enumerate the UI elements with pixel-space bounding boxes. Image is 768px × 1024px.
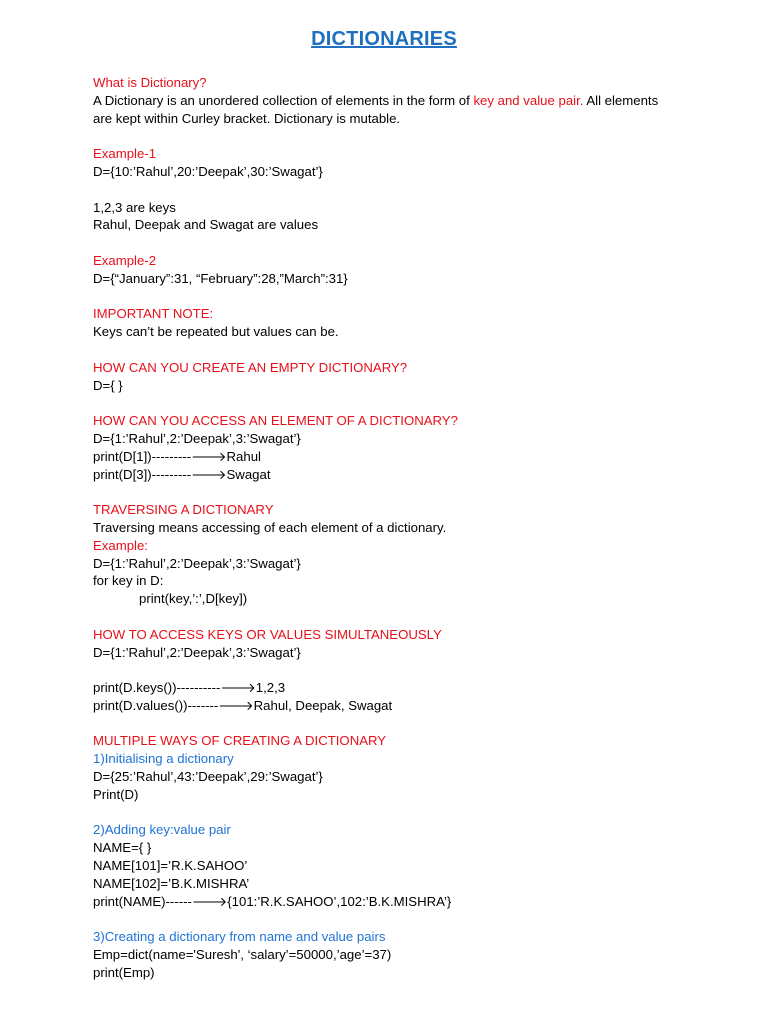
traverse-text: Traversing means accessing of each element of a dictionary. [93,519,447,535]
multiple-sub2-code-2: NAME[101]=’R.K.SAHOO’ [93,858,248,874]
example1-code: D={10:’Rahul’,20:’Deepak’,30:’Swagat’} [93,163,323,179]
multiple-sub3-code-1: Emp=dict(name='Suresh', ‘salary’=50000,’age’=37) [93,947,392,963]
document-body [93,74,663,982]
example2-heading: Example-2 [93,252,157,268]
multiple-sub1-heading: 1)Initialising a dictionary [93,751,234,767]
empty-dict-heading: HOW CAN YOU CREATE AN EMPTY DICTIONARY? [93,359,408,375]
example1-heading: Example-1 [93,146,157,162]
intro-paragraph [93,92,663,128]
traverse-code-3: print(key,’:’,D[key]) [139,591,248,607]
intro-heading: What is Dictionary? [93,75,207,90]
multiple-sub2-heading: 2)Adding key:value pair [93,822,231,838]
access-code: D={1:’Rahul’,2:’Deepak’,3:’Swagat’} [93,430,301,446]
example1-note-values: Rahul, Deepak and Swagat are values [93,217,319,233]
intro-text-before: A Dictionary is an unordered collection of elements in the form of [93,92,474,108]
access-line-2: print(D[3])---------🡒Swagat [93,466,271,482]
multiple-sub3-code-2: print(Emp) [93,964,155,980]
multiple-sub1-code-2: Print(D) [93,786,139,802]
example1-note-keys: 1,2,3 are keys [93,199,176,215]
multiple-heading: MULTIPLE WAYS OF CREATING A DICTIONARY [93,733,387,749]
traverse-code-2: for key in D: [93,573,164,589]
intro-text-after: All elements are kept within Curley bracket. Dictionary is mutable. [93,92,659,126]
example2-code: D={“January”:31, “February”:28,”March”:31} [93,270,348,286]
page-title: DICTIONARIES [311,28,457,50]
simultaneous-line-2: print(D.values())-------🡒Rahul, Deepak, Swagat [93,697,393,713]
empty-dict-code: D={ } [93,377,123,393]
multiple-sub2-code-3: NAME[102]=’B.K.MISHRA’ [93,875,250,891]
simultaneous-heading: HOW TO ACCESS KEYS OR VALUES SIMULTANEOUSLY [93,626,442,642]
intro-highlight: key and value pair. [473,92,584,108]
multiple-sub3-heading: 3)Creating a dictionary from name and value pairs [93,929,386,945]
multiple-sub2-code-4: print(NAME)------🡒{101:’R.K.SAHOO’,102:’B.K.MISHRA’} [93,893,452,909]
traverse-heading: TRAVERSING A DICTIONARY [93,502,274,518]
multiple-sub2-code-1: NAME={ } [93,840,152,856]
traverse-code-1: D={1:’Rahul’,2:’Deepak’,3:’Swagat’} [93,555,301,571]
important-heading: IMPORTANT NOTE: [93,306,214,322]
access-line-1: print(D[1])---------🡒Rahul [93,448,261,464]
simultaneous-code: D={1:’Rahul’,2:’Deepak’,3:’Swagat’} [93,644,301,660]
multiple-sub1-code-1: D={25:’Rahul’,43:’Deepak’,29:’Swagat’} [93,769,323,785]
important-text: Keys can’t be repeated but values can be. [93,324,339,340]
simultaneous-line-1: print(D.keys())----------🡒1,2,3 [93,680,286,696]
access-heading: HOW CAN YOU ACCESS AN ELEMENT OF A DICTIONARY? [93,413,458,429]
traverse-example-label: Example: [93,537,148,553]
